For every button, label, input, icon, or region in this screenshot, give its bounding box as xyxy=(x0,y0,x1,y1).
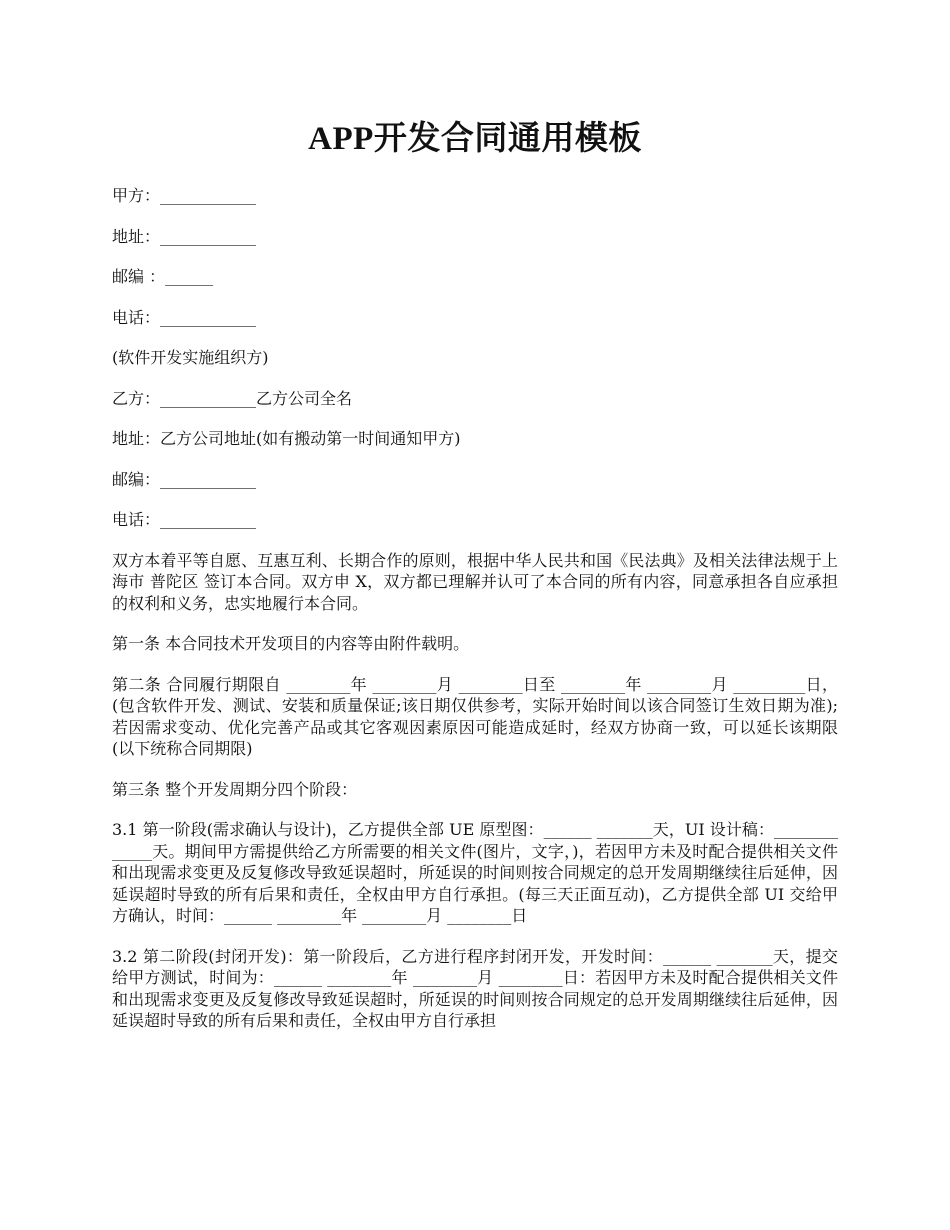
party-a-postcode-line: 邮编 ：______ xyxy=(112,267,214,286)
article-1-paragraph: 第一条 本合同技术开发项目的内容等由附件载明。 xyxy=(112,634,470,653)
clause-3-2-paragraph: 3.2 第二阶段(封闭开发)：第一阶段后，乙方进行程序封闭开发，开发时间：______ _______天，提交给甲方测试，时间为：______ ________年 ________月 ________日：若因甲方未及时配合提供相关文件和出现需求变更及反复修改导致延误超时，所延误的时间则按合同规定的总开发周期继续往后延伸，因延误超时导致的所有后果和责任，全权由甲方自行承担 xyxy=(112,946,838,1030)
party-b-postcode-line: 邮编：____________ xyxy=(112,469,257,489)
party-b-phone-line: 电话：____________ xyxy=(112,510,257,529)
article-3-paragraph: 第三条 整个开发周期分四个阶段： xyxy=(112,779,358,799)
preamble-paragraph: 双方本着平等自愿、互惠互利、长期合作的原则，根据中华人民共和国《民法典》及相关法律法规于上海市 普陀区 签订本合同。双方申 X，双方都已理解并认可了本合同的所有内容，同意承担各自应承担的权利和义务，忠实地履行本合同。 xyxy=(112,550,838,613)
party-b-line: 乙方：____________乙方公司全名 xyxy=(112,388,353,408)
party-a-phone-line: 电话：____________ xyxy=(112,307,257,327)
article-2-paragraph: 第二条 合同履行期限自 ________年 ________月 ________日至 ________年 ________月 _________日，(包含软件开发、测试、安装和质量保证;该日期仅供参考，实际开始时间以该合同签订生效日期为准);若因需求变动、优化完善产品或其它客观因素原因可能造成延时，经双方协商一致，可以延长该期限(以下统称合同期限) xyxy=(112,674,838,758)
party-a-line: 甲方：____________ xyxy=(112,186,257,205)
party-a-role-note: (软件开发实施组织方) xyxy=(112,348,269,367)
party-b-address-line: 地址：乙方公司地址(如有搬动第一时间通知甲方) xyxy=(112,429,461,448)
document-title: APP开发合同通用模板 xyxy=(308,121,642,157)
clause-3-1-paragraph: 3.1 第一阶段(需求确认与设计)，乙方提供全部 UE 原型图：______ _______天，UI 设计稿：_____________天。期间甲方需提供给乙方所需要的相关文件(图片，文字，)，若因甲方未及时配合提供相关文件和出现需求变更及反复修改导致延误超时，所延误的时间则按合同规定的总开发周期继续往后延伸，因延误超时导致的所有后果和责任，全权由甲方自行承担。(每三天正面互动)，乙方提供全部 UI 交给甲方确认，时间：______ ________年 ________月 ________日 xyxy=(112,820,838,925)
party-a-address-line: 地址：____________ xyxy=(112,226,257,246)
